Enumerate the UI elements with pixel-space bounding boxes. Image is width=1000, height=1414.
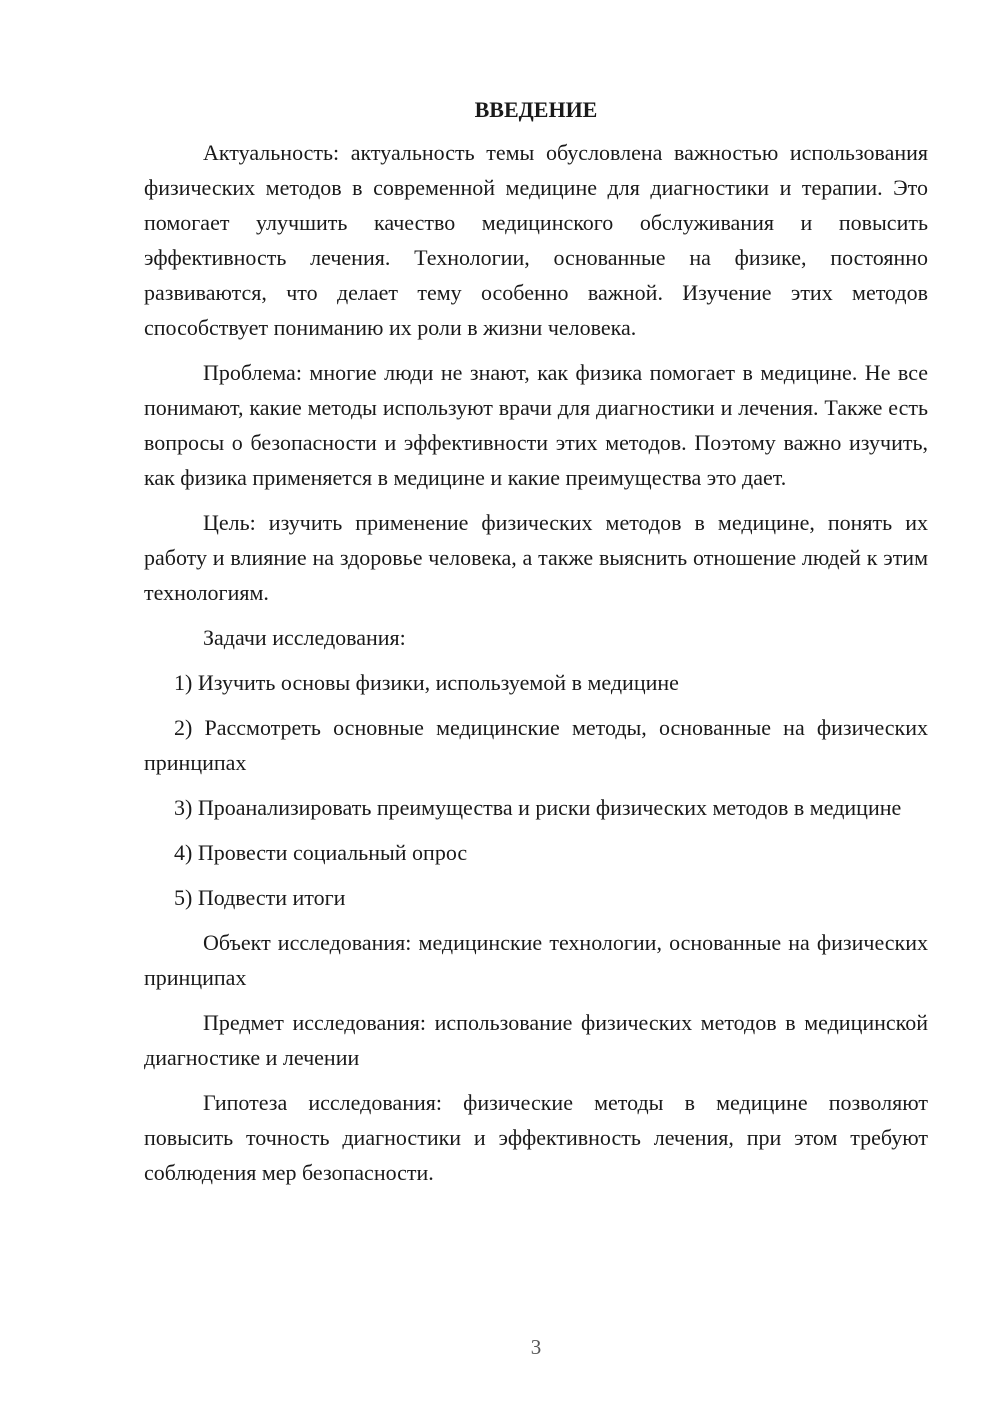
page-number: 3 <box>530 1335 542 1359</box>
hypothesis-paragraph: Гипотеза исследования: физические методы в медицине позволяют повысить точность диагностики и эффективность лечения, при этом требуют соблюдения мер безопасности. <box>144 1090 928 1185</box>
tasks-heading: Задачи исследования: <box>203 625 406 650</box>
document-page <box>144 92 928 1200</box>
section-heading: ВВЕДЕНИЕ <box>474 97 598 122</box>
subject-paragraph: Предмет исследования: использование физических методов в медицинской диагностике и лечении <box>144 1010 928 1070</box>
task-item-3: 3) Проанализировать преимущества и риски физических методов в медицине <box>174 795 902 820</box>
object-paragraph: Объект исследования: медицинские технологии, основанные на физических принципах <box>144 930 928 990</box>
task-item-5: 5) Подвести итоги <box>174 885 346 910</box>
problem-paragraph: Проблема: многие люди не знают, как физика помогает в медицине. Не все понимают, какие методы используют врачи для диагностики и лечения. Также есть вопросы о безопасности и эффективности этих методов. Поэтому важно изучить, как физика применяется в медицине и какие преимущества это дает. <box>144 360 928 490</box>
task-item-2: 2) Рассмотреть основные медицинские методы, основанные на физических принципах <box>144 715 928 775</box>
goal-paragraph: Цель: изучить применение физических методов в медицине, понять их работу и влияние на здоровье человека, а также выяснить отношение людей к этим технологиям. <box>144 510 928 605</box>
task-item-4: 4) Провести социальный опрос <box>174 840 468 865</box>
task-item-1: 1) Изучить основы физики, используемой в медицине <box>174 670 679 695</box>
relevance-paragraph: Актуальность: актуальность темы обусловлена важностью использования физических методов в современной медицине для диагностики и терапии. Это помогает улучшить качество медицинского обслуживания и повысить эффективность лечения. Технологии, основанные на физике, постоянно развиваются, что делает тему особенно важной. Изучение этих методов способствует пониманию их роли в жизни человека. <box>144 140 928 340</box>
